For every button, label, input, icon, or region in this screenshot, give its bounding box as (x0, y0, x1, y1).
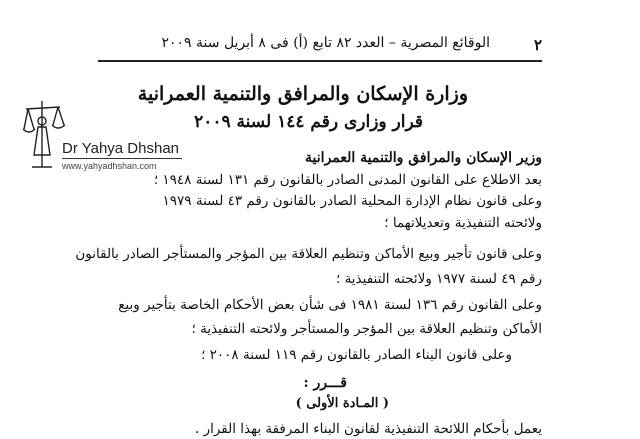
justice-scale-logo-icon (20, 95, 190, 171)
watermark-url[interactable]: www.yahyadhshan.com (62, 161, 157, 171)
watermark-divider (62, 158, 182, 159)
preamble-line-6: وعلى القانون رقم ١٣٦ لسنة ١٩٨١ فى شأن بعض الأحكام الخاصة بتأجير وبيع (118, 297, 542, 313)
header-divider (98, 60, 542, 62)
article-heading: ( المـادة الأولى ) (295, 396, 389, 411)
page-number: ٢ (533, 36, 542, 54)
preamble-line-8: وعلى قانون البناء الصادر بالقانون رقم ١١٩ لسنة ٢٠٠٨ ؛ (201, 347, 512, 363)
minister-heading: وزير الإسكان والمرافق والتنمية العمرانية (305, 150, 542, 166)
preamble-line-2: وعلى قانون نظام الإدارة المحلية الصادر بالقانون رقم ٤٣ لسنة ١٩٧٩ (162, 193, 542, 209)
decree-title: قرار وزارى رقم ١٤٤ لسنة ٢٠٠٩ (194, 112, 423, 132)
decision-heading: قـــرر : (303, 375, 347, 391)
preamble-line-5: رقم ٤٩ لسنة ١٩٧٧ ولائحته التنفيذية ؛ (335, 271, 542, 287)
watermark-name: Dr Yahya Dhshan (62, 140, 180, 157)
preamble-line-1: بعد الاطلاع على القانون المدنى الصادر بالقانون رقم ١٣١ لسنة ١٩٤٨ ؛ (153, 172, 542, 188)
preamble-line-4: وعلى قانون تأجير وبيع الأماكن وتنظيم العلاقة بين المؤجر والمستأجر الصادر بالقانون (75, 246, 542, 262)
preamble-line-3: ولائحته التنفيذية وتعديلاتهما ؛ (384, 215, 542, 231)
gazette-header: الوقائع المصرية – العدد ٨٢ تابع (أ) فى ٨ أبريل سنة ٢٠٠٩ (161, 35, 490, 51)
preamble-line-7: الأماكن وتنظيم العلاقة بين المؤجر والمستأجر ولائحته التنفيذية ؛ (191, 321, 542, 337)
ministry-title: وزارة الإسكان والمرافق والتنمية العمرانية (137, 83, 468, 105)
article-text: يعمل بأحكام اللائحة التنفيذية لقانون البناء المرفقة بهذا القرار . (194, 421, 542, 437)
